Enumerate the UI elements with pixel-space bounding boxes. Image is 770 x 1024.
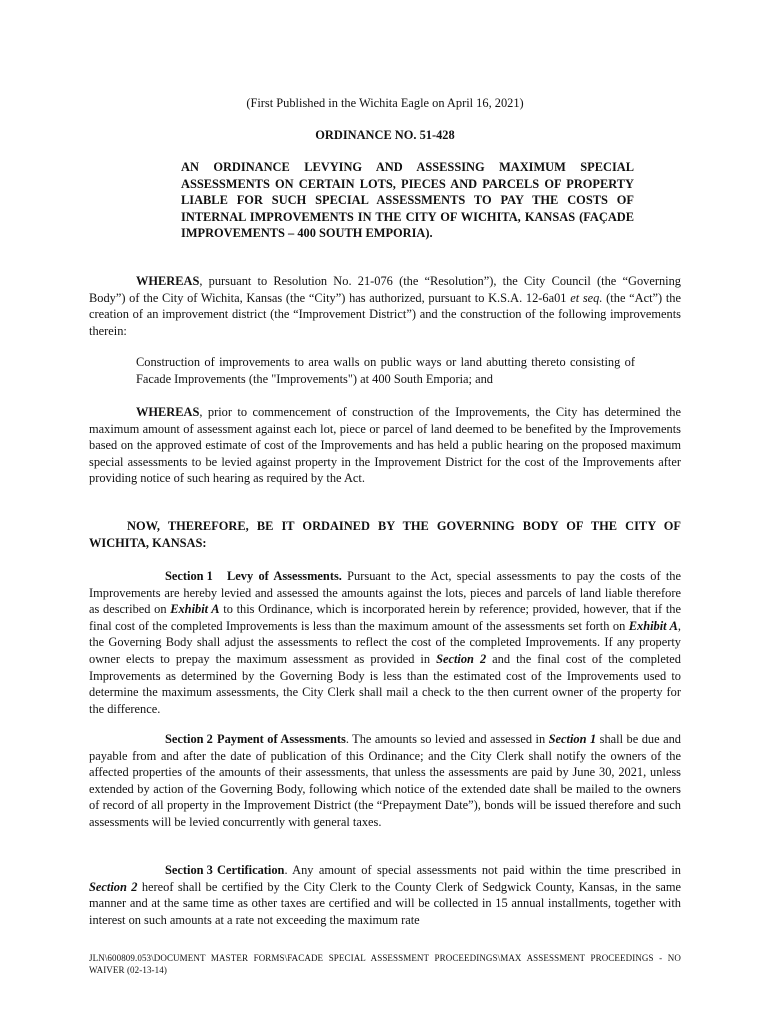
- section-1: [89, 568, 681, 717]
- whereas-lead: WHEREAS: [136, 405, 200, 419]
- ordinance-number: ORDINANCE NO. 51-428: [315, 128, 455, 142]
- section-text: . The amounts so levied and assessed in: [345, 732, 549, 746]
- section-text: . Any amount of special assessments not paid within the time prescribed in: [284, 863, 681, 877]
- section-text: Pursuant to the Act, special assessments to pay the costs of the Improvements are hereby levied and assessed the amounts against the lots, pieces and parcels of land liable therefore as described on: [89, 569, 682, 617]
- section-reference: Section 1: [548, 732, 597, 746]
- section-text: and the final cost of the completed Improvements as determined by the Governing Body is less than the estimated cost of the Improvements used to determine the maximum assessments, the City Clerk shall mail a check to the then current owner of the property for the difference.: [89, 651, 681, 716]
- section-label: Section 1: [165, 569, 213, 583]
- document-footer: JLN\600809.053\DOCUMENT MASTER FORMS\FACADE SPECIAL ASSESSMENT PROCEEDINGS\MAX ASSESSMENT PROCEEDINGS - NO WAIVER (02-13-14): [89, 953, 681, 975]
- whereas-text: (the “Act”) the creation of an improvement district (the “Improvement District”) and the construction of the following improvements therein:: [89, 290, 682, 338]
- ordinance-title: AN ORDINANCE LEVYING AND ASSESSING MAXIMUM SPECIAL ASSESSMENTS ON CERTAIN LOTS, PIECES AND PARCELS OF PROPERTY LIABLE FOR SUCH SPECIAL ASSESSMENTS TO PAY THE COSTS OF INTERNAL IMPROVEMENTS IN THE CITY OF WICHITA, KANSAS (FAÇADE IMPROVEMENTS – 400 SOUTH EMPORIA).: [181, 160, 634, 241]
- publication-note: (First Published in the Wichita Eagle on April 16, 2021): [246, 96, 524, 110]
- section-text: to this Ordinance, which is incorporated herein by reference; provided, however, that if the final cost of the completed Improvements is less than the maximum amount of the assessments set forth on: [89, 602, 681, 633]
- section-reference: Exhibit A: [170, 602, 220, 617]
- section-label: Section 3: [165, 863, 213, 877]
- section-text: , the Governing Body shall adjust the assessments to reflect the cost of the completed Improvements. If any property owner elects to prepay the maximum assessment as provided in: [89, 618, 681, 666]
- section-heading: Levy of Assessments.: [227, 569, 342, 583]
- section-reference: Exhibit A: [628, 618, 678, 633]
- whereas-lead: WHEREAS: [136, 274, 200, 288]
- section-3: [89, 862, 681, 928]
- section-heading: Certification: [217, 863, 285, 877]
- whereas-italic: et seq.: [570, 290, 603, 305]
- section-text: shall be due and payable from and after the date of publication of this Ordinance; and the City Clerk shall notify the owners of the affected properties of the amounts of their assessments, that unless the assessments are paid by June 30, 2021, unless extended by action of the Governing Body, following which notice of the extended date shall be mailed to the owners of record of all property in the Improvement District (the “Prepayment Date”), bonds will be issued therefore and such assessments will be levied concurrently with general taxes.: [89, 732, 681, 829]
- ordaining-clause: NOW, THEREFORE, BE IT ORDAINED BY THE GOVERNING BODY OF THE CITY OF WICHITA, KANSAS:: [89, 519, 681, 550]
- section-text: hereof shall be certified by the City Clerk to the County Clerk of Sedgwick County, Kansas, in the same manner and at the same time as other taxes are certified and will be collected in 15 annual installments, together with interest on such amounts at a rate not exceeding the maximum rate: [89, 879, 682, 927]
- section-reference: Section 2: [89, 879, 138, 894]
- whereas-paragraph-2: [89, 404, 681, 487]
- section-heading: Payment of Assessments: [217, 732, 346, 746]
- whereas-text: , prior to commencement of construction of the Improvements, the City has determined the maximum amount of assessment against each lot, piece or parcel of land deemed to be benefited by the Improvements based on the approved estimate of cost of the Improvements and has held a public hearing on the proposed maximum special assessments to be levied against property in the Improvement District for the cost of the Improvements after providing notice of such hearing as required by the Act.: [89, 405, 681, 486]
- improvement-description: Construction of improvements to area walls on public ways or land abutting thereto consisting of Facade Improvements (the "Improvements") at 400 South Emporia; and: [136, 355, 635, 386]
- section-2: [89, 731, 681, 831]
- whereas-text: , pursuant to Resolution No. 21-076 (the “Resolution”), the City Council (the “Governing Body”) of the City of Wichita, Kansas (the “City”) has authorized, pursuant to K.S.A. 12-6a01: [89, 274, 681, 305]
- section-reference: Section 2: [436, 651, 487, 666]
- whereas-paragraph-1: [89, 273, 681, 339]
- section-label: Section 2: [165, 732, 213, 746]
